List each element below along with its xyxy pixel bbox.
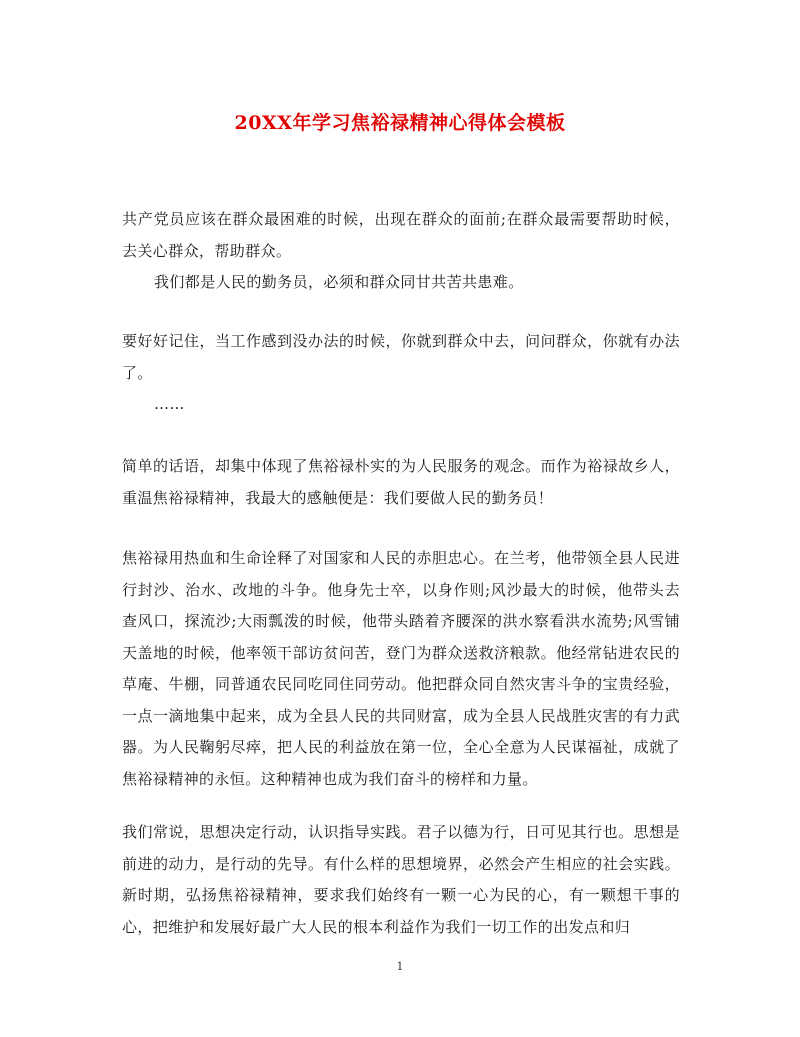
paragraph: 焦裕禄用热血和生命诠释了对国家和人民的赤胆忠心。在兰考，他带领全县人民进行封沙、治水、改地的斗争。他身先士卒，以身作则;风沙最大的时候，他带头去查风口，探流沙;大雨瓢泼的时候，他带头踏着齐腰深的洪水察看洪水流势;风雪铺天盖地的时候，他率领干部访贫问苦，登门为群众送救济粮款。他经常钻进农民的草庵、牛棚，同普通农民同吃同住同劳动。他把群众同自然灾害斗争的宝贵经验，一点一滴地集中起来，成为全县人民的共同财富，成为全县人民战胜灾害的有力武器。为人民鞠躬尽瘁，把人民的利益放在第一位，全心全意为人民谋福祉，成就了焦裕禄精神的永恒。这种精神也成为我们奋斗的榜样和力量。 [122,549,680,788]
ellipsis-line: …… [154,395,185,413]
paragraph: 要好好记住，当工作感到没办法的时候，你就到群众中去，问问群众，你就有办法了。 [122,332,680,382]
paragraph: 共产党员应该在群众最困难的时候，出现在群众的面前;在群众最需要帮助时候，去关心群众，帮助群众。 [122,210,680,260]
paragraph: 我们常说，思想决定行动，认识指导实践。君子以德为行，日可见其行也。思想是前进的动力，是行动的先导。有什么样的思想境界，必然会产生相应的社会实践。新时期，弘扬焦裕禄精神，要求我们始终有一颗一心为民的心，有一颗想干事的心，把维护和发展好最广大人民的根本利益作为我们一切工作的出发点和归 [122,823,680,936]
document-title: 20XX年学习焦裕禄精神心得体会模板 [234,112,566,134]
paragraph: 我们都是人民的勤务员，必须和群众同甘共苦共患难。 [154,273,524,291]
paragraph: 简单的话语，却集中体现了焦裕禄朴实的为人民服务的观念。而作为裕禄故乡人，重温焦裕禄精神，我最大的感触便是：我们要做人民的勤务员！ [122,457,680,507]
page-number: 1 [396,960,404,973]
